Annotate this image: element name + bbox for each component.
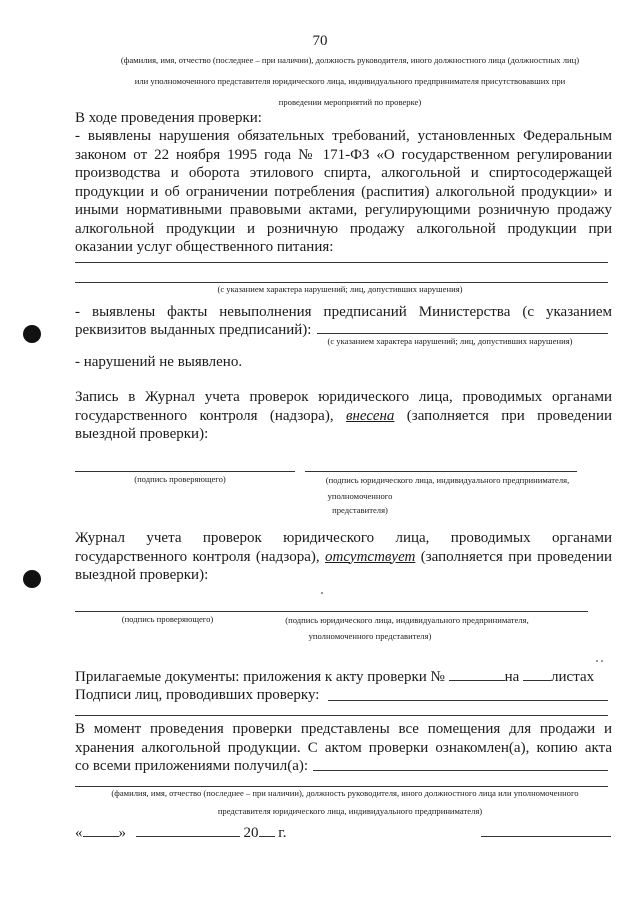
journal-absent-entity-caption-1: (подпись юридического лица, индивидуального предпринимателя, xyxy=(285,615,529,625)
header-caption-line-1: (фамилия, имя, отчество (последнее – при наличии), должность руководителя, иного должностного лица (должностных лиц) xyxy=(120,55,580,65)
journal-absent-text-after: (заполняется при проведении выездной проверки): xyxy=(75,548,613,583)
attachments-mid: на xyxy=(504,669,520,685)
header-caption-line-3: проведении мероприятий по проверке) xyxy=(278,97,422,107)
journal-absent-entity-caption-2: уполномоченного представителя) xyxy=(308,631,432,641)
acknowledgment-caption-2: представителя юридического лица, индивидуального предпринимателя) xyxy=(217,806,483,816)
journal-entry-entity-signature-line[interactable] xyxy=(305,471,577,472)
inspector-signatures-line-1[interactable] xyxy=(328,700,608,701)
attachments-suffix: листах xyxy=(551,669,595,685)
attachments-line xyxy=(75,668,594,687)
month-field[interactable] xyxy=(136,824,240,837)
sheet-count-field[interactable] xyxy=(523,668,551,681)
acknowledgment-last-line: со всеми приложениями получил(а): xyxy=(75,758,309,774)
header-caption-line-2: или уполномоченного представителя юридического лица, индивидуального предпринимателя присутствовавших при xyxy=(134,76,566,86)
act-number-field[interactable] xyxy=(449,668,505,681)
inspector-signatures-label: Подписи лиц, проводивших проверку: xyxy=(75,687,320,703)
journal-absent-text-before: Журнал учета проверок юридического лица, проводимых органами государственного контроля (надзора), xyxy=(75,530,612,565)
scan-speck xyxy=(601,660,603,662)
orders-line-1: - выявлены факты невыполнения предписаний Министерства (с указанием xyxy=(75,304,612,320)
inspector-signatures-line-2[interactable] xyxy=(75,715,608,716)
journal-entered-highlight: внесена xyxy=(345,407,395,424)
acknowledgment-text: В момент проведения проверки представлены все помещения для продажи и хранения алкогольной продукции. С актом проверки ознакомлен(а), копию акта xyxy=(75,721,612,756)
year-field[interactable] xyxy=(259,824,275,837)
orders-line-2: реквизитов выданных предписаний): xyxy=(75,322,312,338)
year-prefix: 20 xyxy=(243,825,259,841)
recipient-name-line[interactable] xyxy=(313,770,608,771)
journal-absent-inspector-caption: (подпись проверяющего) xyxy=(121,614,214,624)
journal-entry-entity-caption-2: уполномоченного представителя) xyxy=(327,491,393,515)
binder-hole-bottom xyxy=(23,570,41,588)
violations-text: - выявлены нарушения обязательных требований, установленных Федеральным законом от 22 ноября 1995 года № 171-ФЗ «О государственном регулировании производства и оборота этилового спирта, алкогольной и спиртосодержащей продукции и об ограничении потребления (распития) алкогольной продукции» и иными нормативными правовыми актами, регулирующими розничную продажу алкогольной продукции и розничную продажу алкогольной продукции при оказании услуг общественного питания: xyxy=(75,128,612,255)
acknowledgment-caption-1: (фамилия, имя, отчество (последнее – при наличии), должность руководителя, иного должностного лица или уполномоченного xyxy=(111,788,579,798)
final-signature-line[interactable] xyxy=(481,836,611,837)
journal-absent-text xyxy=(75,529,612,585)
journal-entry-entity-caption-1: (подпись юридического лица, индивидуального предпринимателя, xyxy=(325,475,570,485)
violations-blank-line-1[interactable] xyxy=(75,262,608,263)
year-suffix: г. xyxy=(278,825,287,841)
binder-hole-top xyxy=(23,325,41,343)
violations-caption: (с указанием характера нарушений; лиц, допустивших нарушения) xyxy=(217,284,463,294)
date-line xyxy=(75,824,286,843)
journal-absent-highlight: отсутствует xyxy=(325,548,416,565)
no-violations-text: - нарушений не выявлено. xyxy=(75,354,243,370)
open-quote: « xyxy=(75,825,83,841)
scan-speck xyxy=(596,660,598,662)
day-field[interactable] xyxy=(83,824,119,837)
orders-caption: (с указанием характера нарушений; лиц, допустивших нарушения) xyxy=(327,336,573,346)
inspection-heading: В ходе проведения проверки: xyxy=(75,110,262,126)
page-number: 70 xyxy=(312,33,328,49)
journal-entry-text-before: Запись в Журнал учета проверок юридического лица, проводимых органами государственного контроля (надзора), xyxy=(75,389,612,424)
attachments-prefix: Прилагаемые документы: приложения к акту проверки № xyxy=(75,669,445,685)
journal-entry-text xyxy=(75,388,612,444)
journal-entry-text-after: (заполняется при проведении выездной проверки): xyxy=(75,407,612,442)
journal-entry-inspector-caption: (подпись проверяющего) xyxy=(134,474,226,484)
close-quote: » xyxy=(118,825,126,841)
scan-speck xyxy=(321,592,323,594)
header-caption xyxy=(80,53,620,109)
